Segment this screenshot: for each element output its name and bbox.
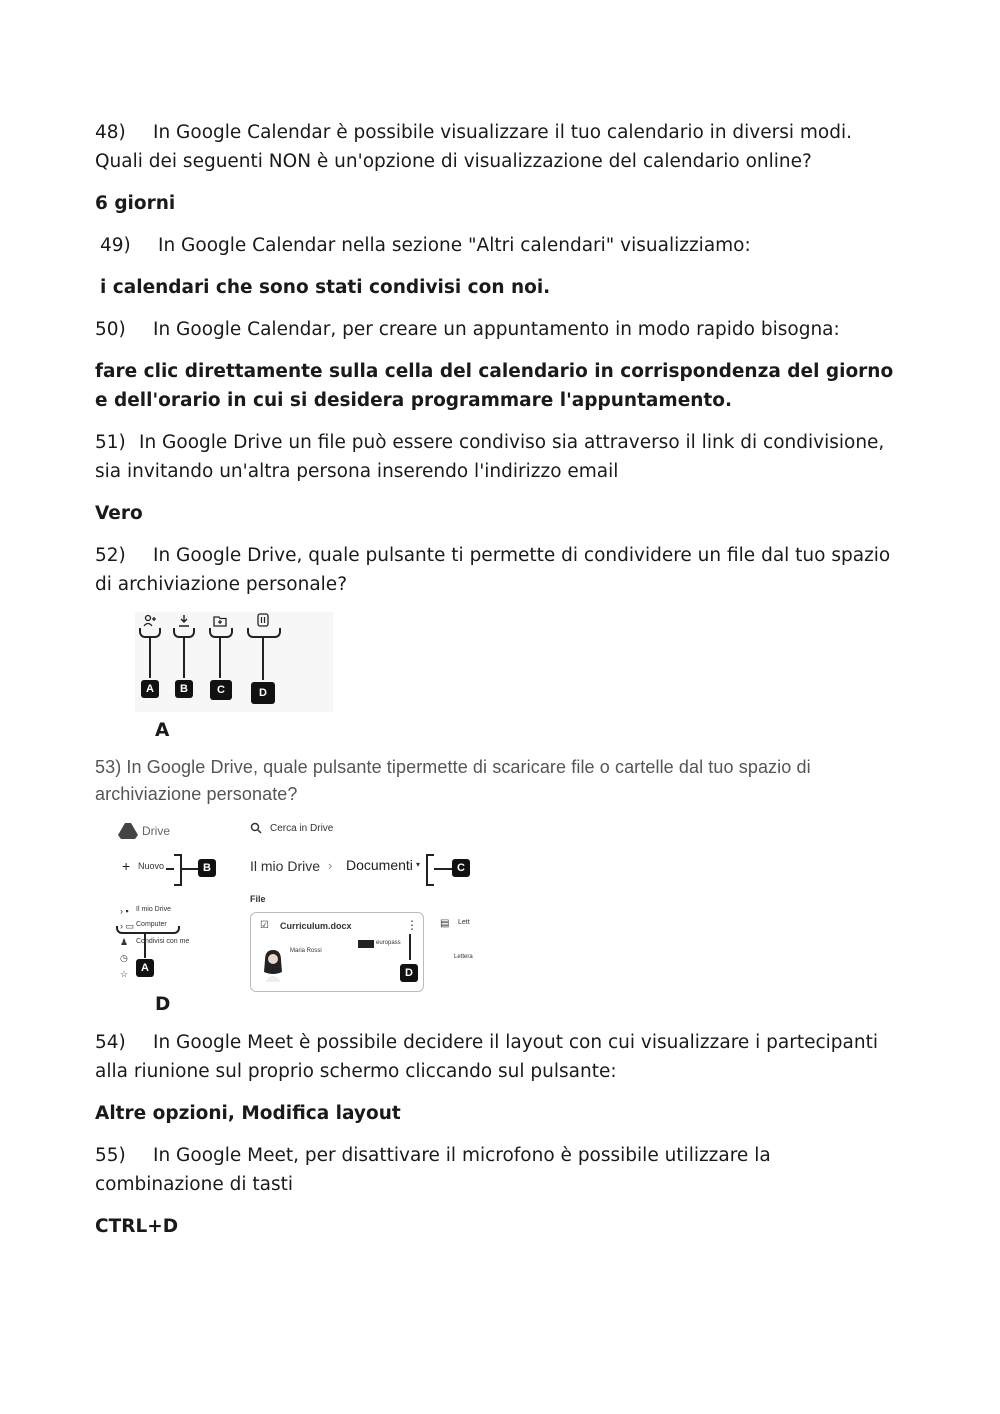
shared-icon: ♟ xyxy=(120,937,129,947)
question-48 xyxy=(95,118,905,176)
answer-54: Altre opzioni, Modifica layout xyxy=(95,1103,401,1124)
label-b: B xyxy=(198,859,216,877)
question-49 xyxy=(95,231,905,260)
question-text: In Google Calendar, per creare un appuntamento in modo rapido bisogna: xyxy=(153,319,840,340)
pointer-line-b2 xyxy=(182,868,198,870)
new-button-label: Nuovo xyxy=(138,861,165,871)
question-text: In Google Meet, per disattivare il microfono è possibile utilizzare la combinazione di tasti xyxy=(95,1145,771,1195)
dropdown-icon: ▾ xyxy=(416,860,421,869)
pointer-line-d xyxy=(262,636,264,680)
brace-c xyxy=(426,854,434,886)
pointer-line-a xyxy=(149,636,151,678)
question-text: In Google Drive un file può essere condiviso sia attraverso il link di condivisione, sia invitando un'altra persona inserendo l'indirizzo email xyxy=(95,432,885,482)
question-50 xyxy=(95,315,905,344)
europass-text: europass xyxy=(376,940,401,946)
person-name: Maria Rossi xyxy=(290,948,322,954)
answer-49: i calendari che sono stati condivisi con noi. xyxy=(100,277,551,298)
question-number: 50) xyxy=(95,319,126,340)
question-number: 49) xyxy=(100,235,131,256)
label-d: D xyxy=(400,964,418,982)
brace-d xyxy=(247,628,281,638)
figure-background xyxy=(135,612,333,712)
search-icon xyxy=(250,822,262,834)
pointer-line-c xyxy=(434,868,452,870)
breadcrumb-my-drive: Il mio Drive xyxy=(250,858,321,874)
pointer-line-c xyxy=(219,636,221,678)
computer-icon: › ▭ xyxy=(120,921,135,931)
label-a: A xyxy=(136,959,154,977)
answer-51: Vero xyxy=(95,503,143,524)
trash-icon xyxy=(256,612,270,628)
question-number: 52) xyxy=(95,545,126,566)
drive-logo-icon xyxy=(118,822,138,840)
file-name: Curriculum.docx xyxy=(280,921,352,931)
question-55 xyxy=(95,1141,905,1199)
europass-logo xyxy=(358,940,374,948)
nav-shared: Condivisi con me xyxy=(136,938,190,945)
document-page xyxy=(95,118,905,1254)
question-text: In Google Meet è possibile decidere il layout con cui visualizzare i partecipanti alla riunione sul proprio schermo cliccando sul pulsante: xyxy=(95,1032,879,1082)
person-photo-icon xyxy=(262,948,284,982)
breadcrumb-separator: › xyxy=(328,858,333,873)
question-52 xyxy=(95,541,905,599)
label-c: C xyxy=(452,859,470,877)
label-d: D xyxy=(251,682,275,704)
brace-a xyxy=(116,926,180,934)
second-file-name: Lett xyxy=(458,919,470,926)
folder-icon xyxy=(213,614,227,628)
answer-53: D xyxy=(155,994,171,1015)
drive-title: Drive xyxy=(142,824,171,838)
download-icon xyxy=(177,614,191,628)
search-placeholder: Cerca in Drive xyxy=(270,823,334,834)
brace-c xyxy=(209,628,233,638)
star-icon: ☆ xyxy=(120,969,129,979)
brace-b xyxy=(174,854,182,886)
drive-interface-figure xyxy=(100,814,480,992)
question-text: In Google Drive, quale pulsante ti permette di condividere un file dal tuo spazio di archiviazione personale? xyxy=(95,545,891,595)
nav-my-drive: Il mio Drive xyxy=(136,906,172,913)
doc-icon: ▤ xyxy=(440,918,450,929)
question-51 xyxy=(95,428,905,486)
answer-55: CTRL+D xyxy=(95,1216,179,1237)
file-section-label: File xyxy=(250,894,266,904)
question-text: In Google Calendar nella sezione "Altri calendari" visualizziamo: xyxy=(158,235,751,256)
question-number: 55) xyxy=(95,1145,126,1166)
answer-48: 6 giorni xyxy=(95,193,176,214)
label-a: A xyxy=(141,680,159,698)
pointer-line-d xyxy=(409,934,411,960)
add-person-icon xyxy=(143,614,157,628)
answer-52: A xyxy=(155,720,170,741)
pointer-line-b xyxy=(183,636,185,678)
question-54 xyxy=(95,1028,905,1086)
second-file-preview: Lettera xyxy=(454,954,473,960)
question-number: 54) xyxy=(95,1032,126,1053)
question-number: 48) xyxy=(95,122,126,143)
pointer-line-b xyxy=(166,868,174,870)
checkbox-icon: ☑ xyxy=(260,920,269,931)
question-53: 53) In Google Drive, quale pulsante tipermette di scaricare file o cartelle dal tuo spazio di archiviazione personate? xyxy=(95,757,811,804)
nav-computer: Computer xyxy=(136,921,167,928)
answer-50: fare clic direttamente sulla cella del calendario in corrispondenza del giorno e dell'orario in cui si desidera programmare l'appuntamento. xyxy=(95,361,894,411)
nav-icon: › ▪ xyxy=(120,906,129,916)
label-c: C xyxy=(210,680,232,700)
more-options-icon[interactable]: ⋮ xyxy=(406,918,418,932)
plus-icon: + xyxy=(122,858,131,874)
clock-icon: ◷ xyxy=(120,953,128,963)
breadcrumb-documents: Documenti xyxy=(346,857,413,873)
drive-buttons-figure xyxy=(135,612,333,712)
question-text: In Google Calendar è possibile visualizzare il tuo calendario in diversi modi. Quali dei seguenti NON è un'opzione di visualizzazione del calendario online? xyxy=(95,122,853,172)
question-number: 51) xyxy=(95,432,126,453)
label-b: B xyxy=(175,680,193,698)
